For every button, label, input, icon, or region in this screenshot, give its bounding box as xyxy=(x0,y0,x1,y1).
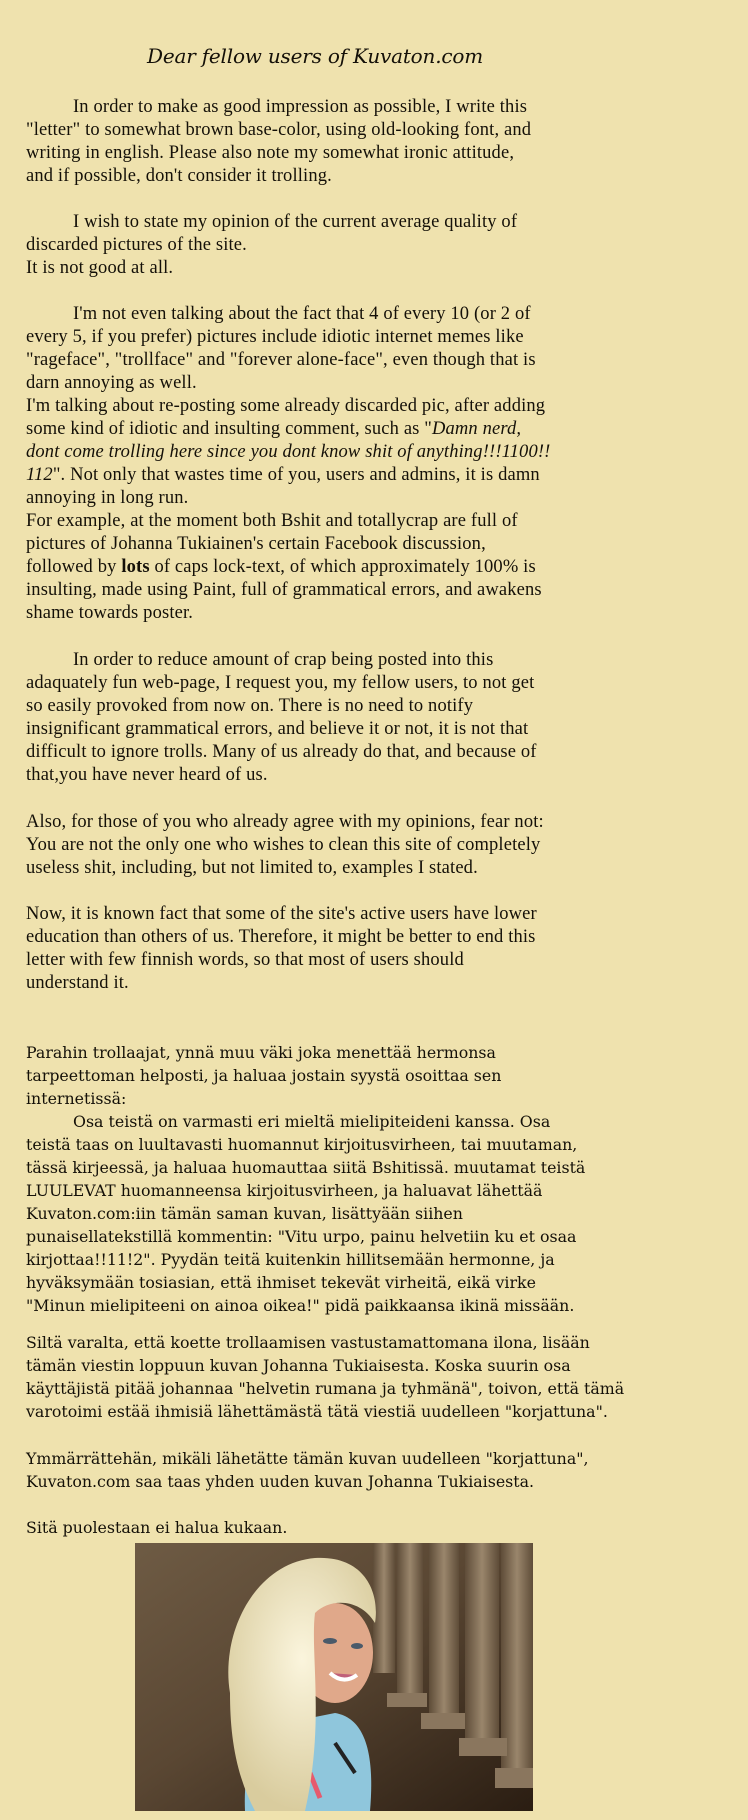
text-span: letter with few finnish words, so that most of users should xyxy=(26,950,464,970)
text-span: "Minun mielipiteeni on ainoa oikea!" pidä paikkaansa ikinä missään. xyxy=(26,1296,575,1315)
text-line xyxy=(26,1355,571,1377)
text-line xyxy=(26,533,486,555)
text-line xyxy=(26,349,536,371)
text-span: In order to reduce amount of crap being posted into this xyxy=(73,650,494,670)
text-span: It is not good at all. xyxy=(26,258,174,278)
text-line xyxy=(26,257,173,279)
text-line xyxy=(26,1134,577,1156)
text-span: Siltä varalta, että koette trollaamisen vastustamattomana ilona, lisään xyxy=(26,1333,590,1352)
text-span: "letter" to somewhat brown base-color, using old-looking font, and xyxy=(26,120,532,140)
text-span: annoying in long run. xyxy=(26,488,189,508)
text-line xyxy=(26,119,531,141)
text-line xyxy=(26,372,197,394)
text-span: Sitä puolestaan ei halua kukaan. xyxy=(26,1518,288,1537)
text-line xyxy=(26,1272,536,1294)
text-line xyxy=(26,695,473,717)
text-line xyxy=(26,510,518,532)
text-span: varotoimi estää ihmisiä lähettämästä tätä viestiä uudelleen "korjattuna". xyxy=(26,1402,608,1421)
johanna-photo xyxy=(135,1543,533,1811)
text-span: some kind of idiotic and insulting comment, such as " xyxy=(26,419,433,439)
text-span: and if possible, don't consider it trolling. xyxy=(26,166,332,186)
text-span: tämän viestin loppuun kuvan Johanna Tukiaisesta. Koska suurin osa xyxy=(26,1356,571,1375)
text-line xyxy=(26,579,542,601)
letter-title: Dear fellow users of Kuvaton.com xyxy=(147,44,483,68)
text-span: hyväksymään tosiasian, että ihmiset tekevät virheitä, eikä virke xyxy=(26,1273,536,1292)
text-line xyxy=(26,441,550,463)
text-line xyxy=(26,811,544,833)
text-line xyxy=(26,326,524,348)
text-span: darn annoying as well. xyxy=(26,373,197,393)
text-line xyxy=(26,1332,590,1354)
text-span: I'm talking about re-posting some already discarded pic, after adding xyxy=(26,396,546,416)
text-span: I wish to state my opinion of the current average quality of xyxy=(73,212,518,232)
emphasis: lots xyxy=(121,557,150,577)
text-line xyxy=(26,602,193,624)
text-line xyxy=(26,1226,576,1248)
text-line xyxy=(26,672,534,694)
text-span: that,you have never heard of us. xyxy=(26,765,268,785)
text-line xyxy=(73,649,493,671)
text-line xyxy=(26,1180,542,1202)
text-span: käyttäjistä pitää johannaa "helvetin rumana ja tyhmänä", toivon, että tämä xyxy=(26,1379,625,1398)
text-span: tässä kirjeessä, ja haluaa huomauttaa siitä Bshitissä. muutamat teistä xyxy=(26,1158,586,1177)
text-line xyxy=(26,1448,589,1470)
text-span: teistä taas on luultavasti huomannut kirjoitusvirheen, tai muutaman, xyxy=(26,1135,578,1154)
quoted-comment: dont come trolling here since you dont know shit of anything!!!1100!! xyxy=(26,442,551,462)
text-line xyxy=(26,834,540,856)
text-span: Also, for those of you who already agree with my opinions, fear not: xyxy=(26,812,544,832)
text-line xyxy=(26,949,464,971)
text-line xyxy=(26,464,540,486)
text-span: LUULEVAT huomanneensa kirjoitusvirheen, ja haluavat lähettää xyxy=(26,1181,543,1200)
text-span: pictures of Johanna Tukiainen's certain Facebook discussion, xyxy=(26,534,486,554)
text-line xyxy=(26,764,268,786)
text-line xyxy=(26,741,537,763)
text-line xyxy=(26,395,545,417)
text-line xyxy=(26,972,129,994)
text-line xyxy=(26,903,537,925)
text-span: adaquately fun web-page, I request you, my fellow users, to not get xyxy=(26,673,535,693)
text-span: "rageface", "trollface" and "forever alone-face", even though that is xyxy=(26,350,536,370)
text-span: understand it. xyxy=(26,973,129,993)
text-span: discarded pictures of the site. xyxy=(26,235,247,255)
text-span: so easily provoked from now on. There is no need to notify xyxy=(26,696,474,716)
text-line xyxy=(73,1111,550,1133)
text-span: useless shit, including, but not limited to, examples I stated. xyxy=(26,858,478,878)
text-span: Kuvaton.com:iin tämän saman kuvan, lisättyään siihen xyxy=(26,1204,463,1223)
text-span: In order to make as good impression as possible, I write this xyxy=(73,97,528,117)
text-span: followed by xyxy=(26,557,122,577)
text-span: shame towards poster. xyxy=(26,603,194,623)
photo-illustration xyxy=(135,1543,533,1811)
text-line xyxy=(26,1249,555,1271)
text-line xyxy=(26,142,514,164)
text-span: of caps lock-text, of which approximately 100% is xyxy=(149,557,536,577)
text-span: Parahin trollaajat, ynnä muu väki joka menettää hermonsa xyxy=(26,1043,496,1062)
text-line xyxy=(26,1088,126,1110)
text-span: kirjottaa!!11!2". Pyydän teitä kuitenkin hillitsemään hermonne, ja xyxy=(26,1250,555,1269)
text-line xyxy=(26,234,247,256)
text-line xyxy=(26,1295,574,1317)
text-line xyxy=(26,1471,534,1493)
text-span: punaisellatekstillä kommentin: "Vitu urpo, painu helvetiin ku et osaa xyxy=(26,1227,577,1246)
text-line xyxy=(26,926,536,948)
text-span: every 5, if you prefer) pictures include idiotic internet memes like xyxy=(26,327,524,347)
text-span: Kuvaton.com saa taas yhden uuden kuvan Johanna Tukiaisesta. xyxy=(26,1472,535,1491)
text-span: insulting, made using Paint, full of grammatical errors, and awakens xyxy=(26,580,542,600)
text-span: ". Not only that wastes time of you, users and admins, it is damn xyxy=(52,465,540,485)
text-span: Ymmärrättehän, mikäli lähetätte tämän kuvan uudelleen "korjattuna", xyxy=(26,1449,589,1468)
text-span: writing in english. Please also note my somewhat ironic attitude, xyxy=(26,143,515,163)
text-line xyxy=(73,96,527,118)
text-span: I'm not even talking about the fact that 4 of every 10 (or 2 of xyxy=(73,304,531,324)
text-line xyxy=(26,1065,501,1087)
text-line xyxy=(73,211,517,233)
text-line xyxy=(26,1517,287,1539)
text-line xyxy=(26,1203,463,1225)
text-span: For example, at the moment both Bshit and totallycrap are full of xyxy=(26,511,518,531)
text-line xyxy=(73,303,531,325)
text-line xyxy=(26,1401,608,1423)
text-span: education than others of us. Therefore, it might be better to end this xyxy=(26,927,536,947)
text-line xyxy=(26,1042,496,1064)
text-span: Now, it is known fact that some of the site's active users have lower xyxy=(26,904,537,924)
text-line xyxy=(26,418,521,440)
text-span: internetissä: xyxy=(26,1089,127,1108)
text-span: tarpeettoman helposti, ja haluaa jostain syystä osoittaa sen xyxy=(26,1066,502,1085)
text-line xyxy=(26,857,478,879)
text-line xyxy=(26,487,188,509)
text-line xyxy=(26,1378,624,1400)
text-line xyxy=(26,718,528,740)
text-span: difficult to ignore trolls. Many of us already do that, and because of xyxy=(26,742,537,762)
quoted-comment: 112 xyxy=(26,465,53,485)
text-line xyxy=(26,556,536,578)
text-span: You are not the only one who wishes to clean this site of completely xyxy=(26,835,541,855)
text-span: insignificant grammatical errors, and believe it or not, it is not that xyxy=(26,719,529,739)
text-line xyxy=(26,165,332,187)
text-line xyxy=(26,1157,585,1179)
text-span: Osa teistä on varmasti eri mieltä mielipiteideni kanssa. Osa xyxy=(73,1112,551,1131)
quoted-comment: Damn nerd, xyxy=(432,419,522,439)
